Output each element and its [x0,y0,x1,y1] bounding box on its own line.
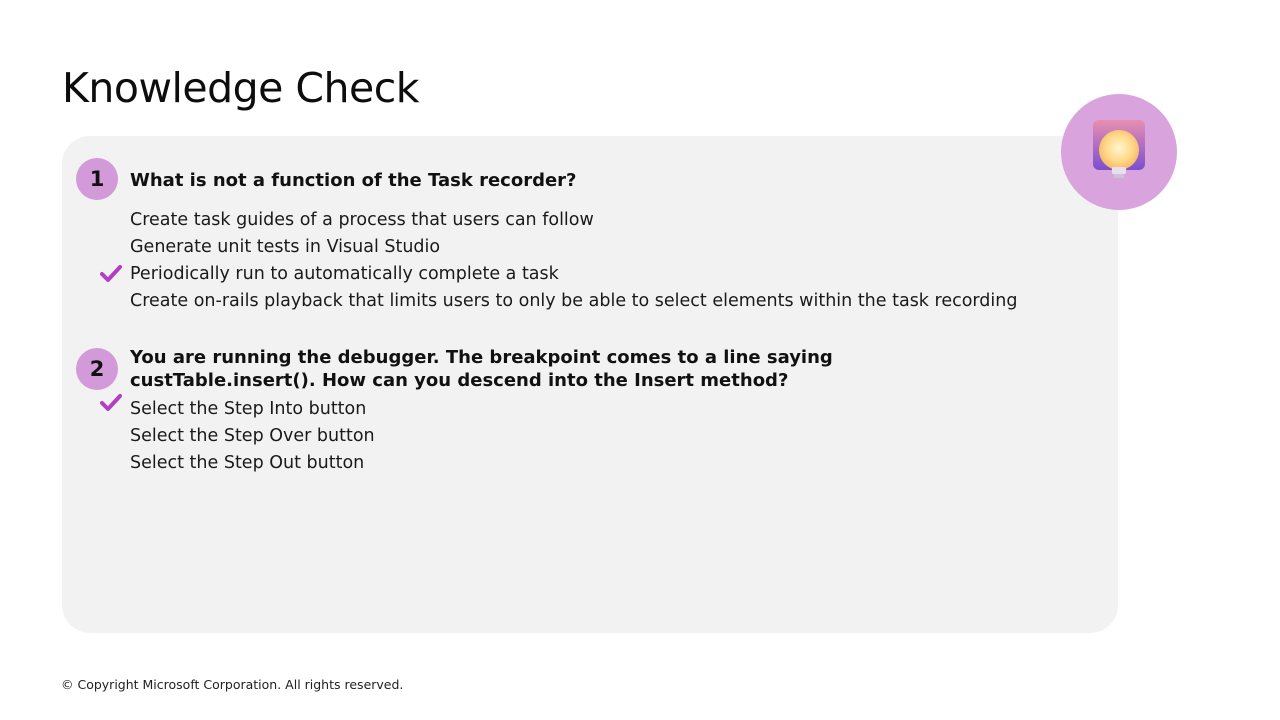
answer-text: Select the Step Over button [130,426,375,446]
answer-option [130,423,375,450]
answer-list-2 [130,396,375,477]
answer-text: Generate unit tests in Visual Studio [130,237,441,257]
checkmark-icon [100,393,122,413]
answer-option [130,288,1017,315]
copyright-footer: © Copyright Microsoft Corporation. All rights reserved. [61,677,404,692]
question-text-1: What is not a function of the Task recorder? [130,170,577,191]
answer-option-correct [130,396,375,423]
question-text-2: You are running the debugger. The breakpoint comes to a line saying custTable.insert(). How can you descend into the Insert method? [130,347,833,391]
answer-text: Select the Step Out button [130,453,365,473]
answer-text: Create task guides of a process that users can follow [130,210,594,230]
checkmark-icon [100,264,122,284]
answer-option-correct [130,261,1017,288]
lightbulb-badge [1061,94,1177,210]
answer-option [130,234,1017,261]
answer-text: Periodically run to automatically complete a task [130,264,559,284]
question-number-2: 2 [76,348,118,390]
answer-option [130,207,1017,234]
answer-option [130,450,375,477]
question-number-1: 1 [76,158,118,200]
answer-text: Select the Step Into button [130,399,367,419]
answer-list-1 [130,207,1017,315]
page-title: Knowledge Check [62,64,420,112]
lightbulb-icon [1091,119,1147,183]
answer-text: Create on-rails playback that limits users to only be able to select elements within the task recording [130,291,1018,311]
